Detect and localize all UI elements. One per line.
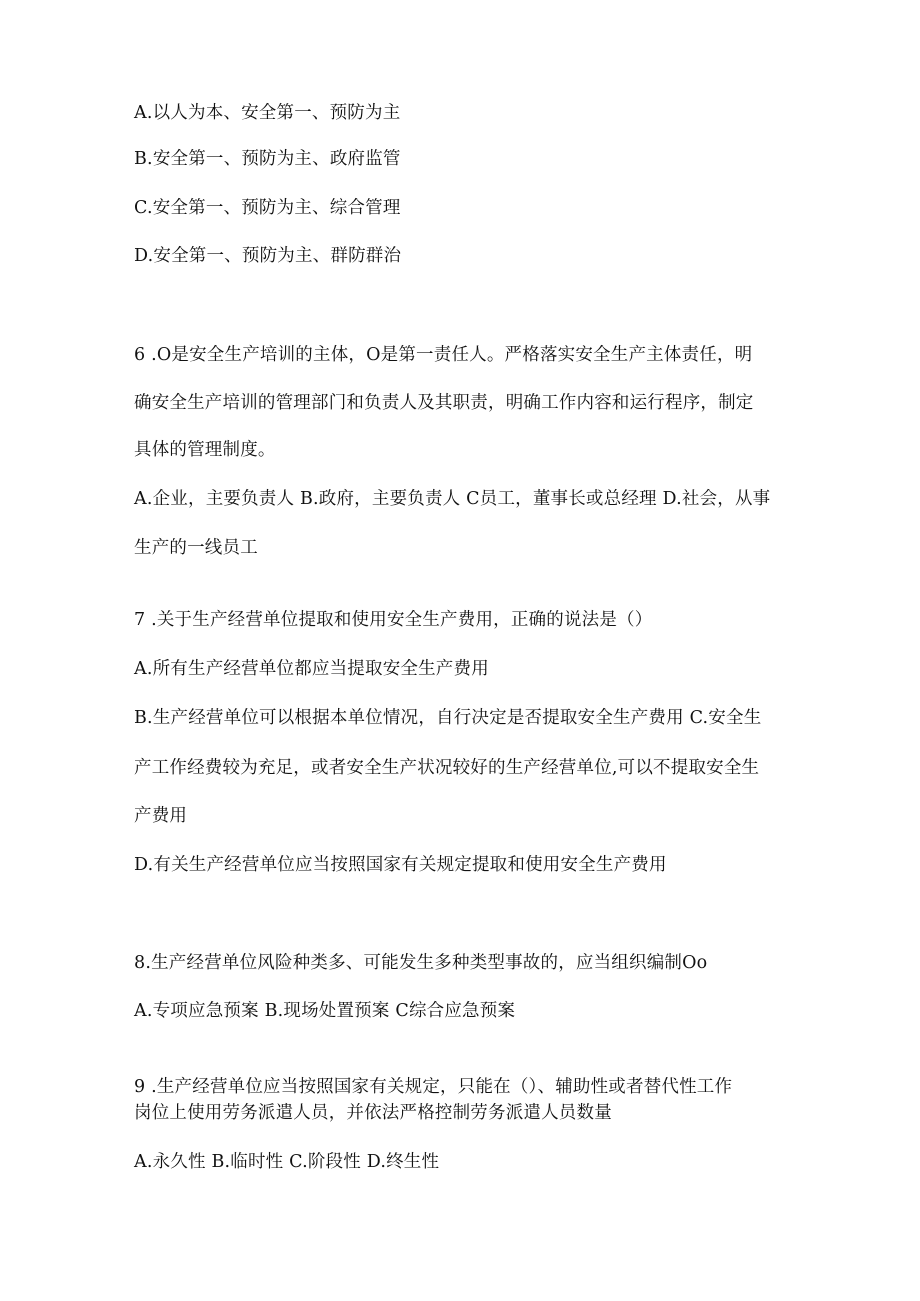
q6-options-line2: 生产的一线员工 (134, 538, 258, 558)
q9-options: A.永久性 B.临时性 C.阶段性 D.终生性 (134, 1152, 440, 1172)
q6-stem-line3: 具体的管理制度。 (134, 440, 276, 460)
q5-option-c: C.安全第一、预防为主、综合管理 (134, 198, 401, 218)
q6-stem-line1: 6 .O是安全生产培训的主体，O是第一责任人。严格落实安全生产主体责任，明 (134, 345, 753, 365)
q6-options-line1: A.企业，主要负责人 B.政府，主要负责人 C员工，董事长或总经理 D.社会，从事 (134, 489, 771, 509)
q7-option-b-line2: 产工作经费较为充足，或者安全生产状况较好的生产经营单位,可以不提取安全生 (134, 758, 760, 778)
q7-option-b-line1: B.生产经营单位可以根据本单位情况，自行决定是否提取安全生产费用 C.安全生 (134, 708, 762, 728)
q7-stem: 7 .关于生产经营单位提取和使用安全生产费用，正确的说法是（） (134, 610, 653, 630)
q7-option-b-line3: 产费用 (134, 806, 188, 826)
q6-stem-line2: 确安全生产培训的管理部门和负责人及其职责，明确工作内容和运行程序，制定 (134, 393, 754, 413)
q5-option-b: B.安全第一、预防为主、政府监管 (134, 149, 401, 169)
q9-stem-line2: 岗位上使用劳务派遣人员，并依法严格控制劳务派遣人员数量 (134, 1103, 612, 1123)
q8-options: A.专项应急预案 B.现场处置预案 C综合应急预案 (134, 1001, 516, 1021)
q5-option-a: A.以人为本、安全第一、预防为主 (134, 103, 401, 123)
q5-option-d: D.安全第一、预防为主、群防群治 (134, 246, 402, 266)
q8-stem: 8.生产经营单位风险种类多、可能发生多种类型事故的，应当组织编制Oo (134, 953, 708, 973)
q7-option-d: D.有关生产经营单位应当按照国家有关规定提取和使用安全生产费用 (134, 855, 667, 875)
q9-stem-line1: 9 .生产经营单位应当按照国家有关规定，只能在（）、辅助性或者替代性工作 (134, 1077, 733, 1097)
q7-option-a: A.所有生产经营单位都应当提取安全生产费用 (134, 659, 489, 679)
